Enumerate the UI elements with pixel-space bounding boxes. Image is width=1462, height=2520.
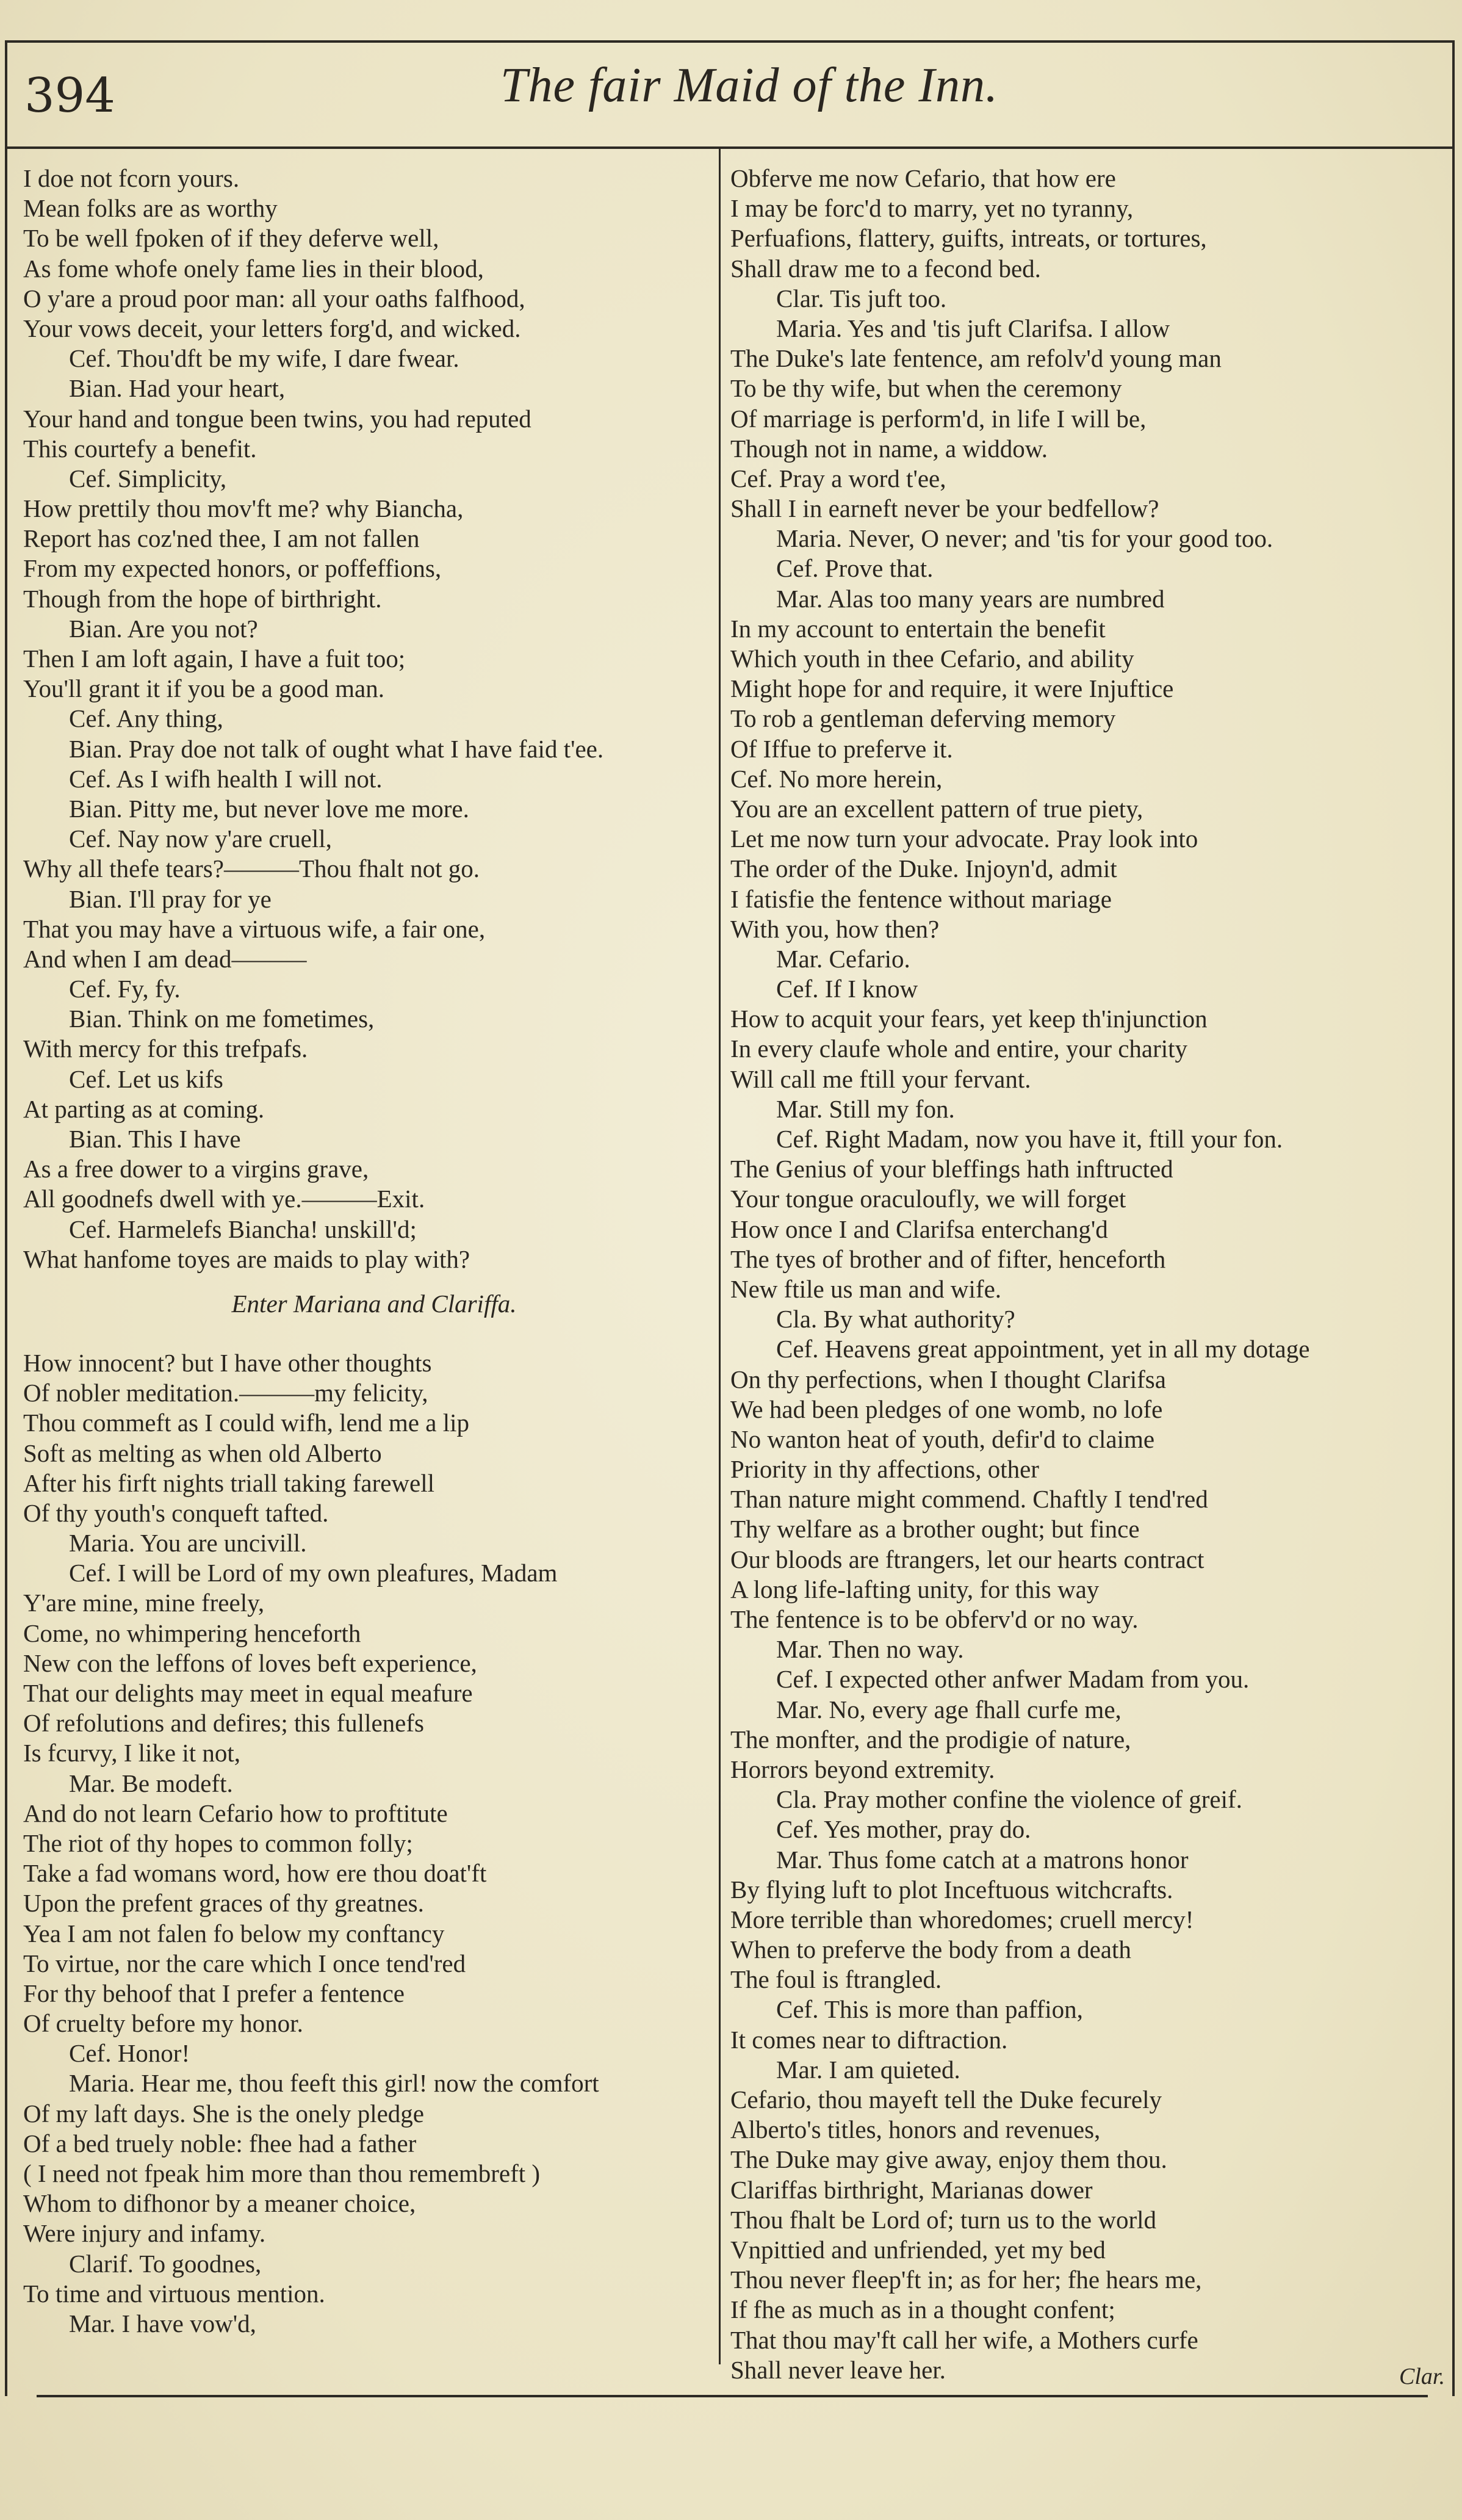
verse-line: Alberto's titles, honors and revenues,: [730, 2115, 1101, 2144]
verse-line: How to acquit your fears, yet keep th'injunction: [730, 1005, 1208, 1033]
verse-line: How prettily thou mov'ft me? why Biancha,: [23, 494, 464, 523]
verse-line: Mar. Still my fon.: [776, 1094, 955, 1123]
verse-line: I may be forc'd to marry, yet no tyranny,: [730, 194, 1134, 223]
verse-line: Mean folks are as worthy: [23, 194, 278, 223]
verse-line: Clarif. To goodnes,: [69, 2249, 262, 2278]
verse-line: To virtue, nor the care which I once tend'red: [23, 1949, 466, 1977]
verse-line: You'll grant it if you be a good man.: [23, 674, 384, 703]
verse-line: Cef. Pray a word t'ee,: [730, 464, 946, 493]
verse-line: Cef. Thou'dft be my wife, I dare fwear.: [69, 344, 459, 373]
verse-line: Cef. As I wifh health I will not.: [69, 764, 383, 793]
verse-line: Soft as melting as when old Alberto: [23, 1439, 382, 1467]
verse-line: It comes near to diftraction.: [730, 2025, 1008, 2054]
verse-line: Cef. I will be Lord of my own pleafures, Madam: [69, 1559, 558, 1587]
verse-line: Of my laft days. She is the onely pledge: [23, 2099, 425, 2128]
verse-line: O y'are a proud poor man: all your oaths falfhood,: [23, 284, 525, 312]
catchword: Clar.: [1399, 2364, 1445, 2389]
verse-line: Cefario, thou mayeft tell the Duke fecurely: [730, 2085, 1162, 2114]
verse-line: This courtefy a benefit.: [23, 434, 257, 463]
verse-line: Cef. If I know: [776, 975, 918, 1003]
verse-line: And when I am dead———: [23, 944, 307, 973]
verse-line: Take a fad womans word, how ere thou doat'ft: [23, 1859, 487, 1888]
verse-line: Cef. Honor!: [69, 2039, 190, 2068]
verse-line: Shall I in earneft never be your bedfellow?: [730, 494, 1159, 523]
verse-line: Yea I am not falen fo below my conftancy: [23, 1919, 445, 1948]
verse-line: Thou fhalt be Lord of; turn us to the world: [730, 2205, 1157, 2234]
left-column: [23, 164, 725, 2339]
verse-line: Mar. Cefario.: [776, 944, 910, 973]
stage-direction: Enter Mariana and Clariffa.: [231, 1289, 517, 1318]
verse-line: After his firft nights triall taking farewell: [23, 1468, 435, 1497]
verse-line: The riot of thy hopes to common folly;: [23, 1829, 413, 1857]
verse-line: Maria. Hear me, thou feeft this girl! now the comfort: [69, 2069, 599, 2098]
verse-line: Our bloods are ftrangers, let our hearts contract: [730, 1545, 1205, 1573]
verse-line: The order of the Duke. Injoyn'd, admit: [730, 854, 1117, 883]
verse-line: The Duke may give away, enjoy them thou.: [730, 2145, 1167, 2174]
verse-line: Cef. Heavens great appointment, yet in all my dotage: [776, 1335, 1310, 1363]
verse-line: We had been pledges of one womb, no lofe: [730, 1395, 1163, 1423]
verse-line: Whom to difhonor by a meaner choice,: [23, 2189, 416, 2218]
verse-line: That you may have a virtuous wife, a fair one,: [23, 914, 486, 943]
verse-line: Cef. Harmelefs Biancha! unskill'd;: [69, 1215, 417, 1243]
verse-line: Of refolutions and defires; this fullenefs: [23, 1709, 424, 1738]
verse-line: Cef. Yes mother, pray do.: [776, 1815, 1031, 1844]
verse-line: The Duke's late fentence, am refolv'd young man: [730, 344, 1222, 373]
verse-line: Which youth in thee Cefario, and ability: [730, 644, 1134, 673]
verse-line: No wanton heat of youth, defir'd to claime: [730, 1424, 1155, 1453]
verse-line: More terrible than whoredomes; cruell mercy!: [730, 1905, 1194, 1933]
verse-line: Bian. Are you not?: [69, 614, 258, 643]
verse-line: Report has coz'ned thee, I am not fallen: [23, 524, 420, 553]
verse-line: Of nobler meditation.———my felicity,: [23, 1379, 428, 1407]
left-border: [5, 40, 7, 2396]
verse-line: From my expected honors, or poffeffions,: [23, 554, 442, 583]
verse-line: What hanfome toyes are maids to play with?: [23, 1244, 470, 1273]
verse-line: Thou commeft as I could wifh, lend me a lip: [23, 1409, 469, 1437]
top-rule: [5, 40, 1455, 43]
verse-line: Mar. Thus fome catch at a matrons honor: [776, 1845, 1189, 1874]
verse-line: Obferve me now Cefario, that how ere: [730, 164, 1116, 192]
verse-line: Horrors beyond extremity.: [730, 1755, 995, 1783]
verse-line: Will call me ftill your fervant.: [730, 1064, 1031, 1093]
right-border: [1452, 40, 1455, 2396]
verse-line: Cla. Pray mother confine the violence of greif.: [776, 1785, 1242, 1814]
verse-line: With you, how then?: [730, 914, 940, 943]
verse-line: Of cruelty before my honor.: [23, 2009, 303, 2038]
verse-line: For thy behoof that I prefer a fentence: [23, 1979, 405, 2007]
verse-line: As a free dower to a virgins grave,: [23, 1155, 369, 1183]
verse-line: With mercy for this trefpafs.: [23, 1034, 308, 1063]
verse-line: Maria. Never, O never; and 'tis for your good too.: [776, 524, 1273, 553]
verse-line: To rob a gentleman deferving memory: [730, 704, 1116, 733]
verse-line: On thy perfections, when I thought Clarifsa: [730, 1365, 1166, 1393]
verse-line: Maria. You are uncivill.: [69, 1529, 307, 1558]
bottom-rule: [37, 2395, 1428, 2397]
verse-line: To be thy wife, but when the ceremony: [730, 374, 1122, 403]
verse-line: At parting as at coming.: [23, 1094, 265, 1123]
verse-line: If fhe as much as in a thought confent;: [730, 2295, 1115, 2324]
verse-line: Come, no whimpering henceforth: [23, 1619, 361, 1647]
verse-line: Thy welfare as a brother ought; but fince: [730, 1515, 1140, 1543]
verse-line: Mar. Be modeft.: [69, 1769, 233, 1797]
verse-line: Cef. Prove that.: [776, 554, 934, 583]
verse-line: Might hope for and require, it were Injuftice: [730, 674, 1174, 703]
verse-line: Let me now turn your advocate. Pray look into: [730, 825, 1198, 853]
verse-line: Priority in thy affections, other: [730, 1455, 1039, 1484]
verse-line: Mar. Then no way.: [776, 1635, 964, 1664]
verse-line: In every claufe whole and entire, your charity: [730, 1034, 1188, 1063]
verse-line: Of thy youth's conqueft tafted.: [23, 1498, 329, 1527]
verse-line: To be well fpoken of if they deferve well,: [23, 224, 439, 253]
right-column: [730, 164, 1432, 2385]
verse-line: How once I and Clarifsa enterchang'd: [730, 1215, 1108, 1243]
verse-line: The tyes of brother and of fifter, henceforth: [730, 1244, 1166, 1273]
verse-line: When to preferve the body from a death: [730, 1935, 1131, 1964]
header-rule: [5, 146, 1455, 149]
verse-line: Of Iffue to preferve it.: [730, 734, 953, 763]
verse-line: Why all thefe tears?———Thou fhalt not go.: [23, 854, 480, 883]
verse-line: That our delights may meet in equal meafure: [23, 1679, 473, 1707]
verse-line: Bian. This I have: [69, 1125, 241, 1153]
verse-line: Maria. Yes and 'tis juft Clarifsa. I allow: [776, 314, 1170, 342]
verse-line: A long life-lafting unity, for this way: [730, 1575, 1100, 1603]
verse-line: New con the leffons of loves beft experience,: [23, 1648, 477, 1677]
verse-line: Mar. Alas too many years are numbred: [776, 584, 1165, 613]
verse-line: Of marriage is perform'd, in life I will be,: [730, 404, 1147, 433]
verse-line: Cef. Let us kifs: [69, 1064, 223, 1093]
verse-line: Clar. Tis juft too.: [776, 284, 947, 312]
verse-line: Bian. Had your heart,: [69, 374, 286, 403]
verse-line: Though from the hope of birthright.: [23, 584, 382, 613]
verse-line: That thou may'ft call her wife, a Mothers curfe: [730, 2325, 1198, 2354]
verse-line: The foul is ftrangled.: [730, 1965, 942, 1994]
verse-line: Cef. No more herein,: [730, 764, 943, 793]
verse-line: Cef. This is more than paffion,: [776, 1995, 1083, 2024]
verse-line: Your tongue oraculoufly, we will forget: [730, 1185, 1126, 1213]
verse-line: The fentence is to be obferv'd or no way.: [730, 1605, 1139, 1633]
verse-line: And do not learn Cefario how to proftitute: [23, 1799, 448, 1827]
verse-line: Y'are mine, mine freely,: [23, 1589, 265, 1617]
verse-line: Thou never fleep'ft in; as for her; fhe hears me,: [730, 2265, 1202, 2294]
verse-line: Than nature might commend. Chaftly I tend'red: [730, 1485, 1208, 1514]
verse-line: In my account to entertain the benefit: [730, 614, 1106, 643]
verse-line: Your hand and tongue been twins, you had reputed: [23, 404, 531, 433]
verse-line: Perfuafions, flattery, guifts, intreats, or tortures,: [730, 224, 1207, 253]
verse-line: Vnpittied and unfriended, yet my bed: [730, 2235, 1106, 2264]
verse-line: The Genius of your bleffings hath inftructed: [730, 1155, 1173, 1183]
verse-line: Cef. Any thing,: [69, 704, 223, 733]
verse-line: Bian. I'll pray for ye: [69, 884, 272, 913]
verse-line: Bian. Pray doe not talk of ought what I have faid t'ee.: [69, 734, 604, 763]
verse-line: Of a bed truely noble: fhee had a father: [23, 2129, 417, 2157]
verse-line: Cef. Fy, fy.: [69, 975, 181, 1003]
verse-line: Though not in name, a widdow.: [730, 434, 1048, 463]
verse-line: The monfter, and the prodigie of nature,: [730, 1725, 1131, 1753]
verse-line: Cef. Right Madam, now you have it, ftill your fon.: [776, 1125, 1283, 1153]
running-title: The fair Maid of the Inn.: [500, 59, 999, 112]
verse-line: Cef. Nay now y'are cruell,: [69, 825, 332, 853]
verse-line: New ftile us man and wife.: [730, 1274, 1002, 1303]
verse-line: Is fcurvy, I like it not,: [23, 1739, 241, 1767]
verse-line: You are an excellent pattern of true piety,: [730, 794, 1143, 823]
verse-line: Cef. I expected other anfwer Madam from you.: [776, 1665, 1250, 1694]
verse-line: Mar. I have vow'd,: [69, 2309, 256, 2338]
verse-line: Shall draw me to a fecond bed.: [730, 254, 1041, 283]
page-number: 394: [24, 68, 115, 123]
verse-line: Cla. By what authority?: [776, 1305, 1015, 1334]
verse-line: ( I need not fpeak him more than thou remembreft ): [23, 2159, 541, 2187]
verse-line: Bian. Think on me fometimes,: [69, 1005, 375, 1033]
verse-line: I doe not fcorn yours.: [23, 164, 240, 192]
verse-line: How innocent? but I have other thoughts: [23, 1348, 432, 1377]
verse-line: Your vows deceit, your letters forg'd, and wicked.: [23, 314, 521, 342]
verse-line: Cef. Simplicity,: [69, 464, 227, 493]
verse-line: Mar. No, every age fhall curfe me,: [776, 1695, 1122, 1724]
verse-line: Upon the prefent graces of thy greatnes.: [23, 1889, 424, 1918]
verse-line: Then I am loft again, I have a fuit too;: [23, 644, 406, 673]
verse-line: To time and virtuous mention.: [23, 2279, 325, 2308]
verse-line: As fome whofe onely fame lies in their blood,: [23, 254, 484, 283]
verse-line: I fatisfie the fentence without mariage: [730, 884, 1112, 913]
verse-line: By flying luft to plot Inceftuous witchcrafts.: [730, 1875, 1173, 1904]
verse-line: Shall never leave her.: [730, 2355, 946, 2384]
verse-line: Were injury and infamy.: [23, 2219, 266, 2248]
verse-line: All goodnefs dwell with ye.———Exit.: [23, 1185, 425, 1213]
verse-line: Mar. I am quieted.: [776, 2055, 960, 2084]
verse-line: Clariffas birthright, Marianas dower: [730, 2175, 1093, 2204]
verse-line: Bian. Pitty me, but never love me more.: [69, 794, 469, 823]
